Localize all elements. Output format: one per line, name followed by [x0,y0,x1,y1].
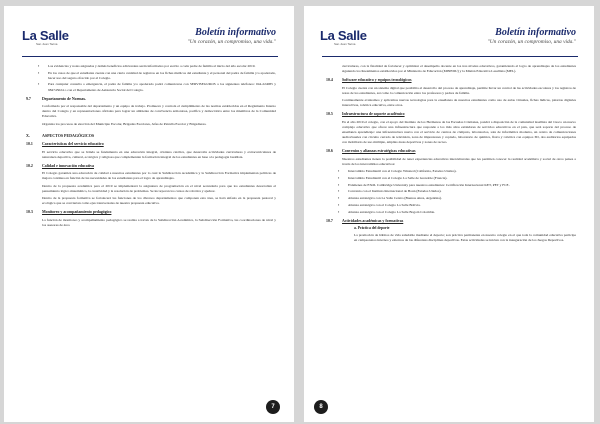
section-heading [26,210,276,215]
paragraph: Organiza los procesos de elección del Municipio Escolar, Brigadas Escolares, Jefes de Patrulla Escolar y Brigadieres. [42,121,207,126]
section-heading [26,97,276,102]
header-divider [322,56,578,57]
newsletter-title [488,27,576,45]
paragraph: Dentro de la propuesta académica para el 2019 se implementará la asignatura de programación en el nivel secundaria para que los estudiantes desarrollen el pensamiento lógico matemático, la creatividad y la resolución de problemas. Se incorporan los cursos de robótica y ajedrez. [42,183,276,193]
title-text: Boletín informativo [195,27,276,38]
left-page [4,6,294,422]
subsection-title: a. Práctica del deporte [354,226,576,231]
la-salle-logo [320,28,367,46]
paragraph: Dentro de la propuesta formativa se fortalecerá las funciones de los diversos departamentos que componen esta área, se hará énfasis en la propuesta pastoral y ecológica que se conviertan como ejes transversales de nuestra propuesta educativa. [42,196,276,206]
section-title: Software educativo y equipos tecnológicos [342,78,412,83]
section-title: Características del servicio educativo [42,141,104,146]
page-number: 8 [314,400,328,414]
logo-text: La Salle [22,28,69,43]
list-item: ▪ Las evidencias y notas asignadas y demás beneficios adicionales serán informados por escrito a cada padre de familia al inicio del año escolar 2019. [26,64,276,69]
section-number: 10.7 [326,218,333,223]
list-item: ▪ Alianza estratégica con el Colegio La Salle Bolivia. [326,203,576,208]
la-salle-logo [22,28,69,46]
section-heading [26,142,276,147]
chapter-heading [26,133,276,138]
paragraph: Conformado por el responsable del departamento y un equipo de trabajo. Promueve y controla el cumplimiento de las normas establecidas en el Reglamento Interno dentro del Colegio y en representaciones oficiales para lograr un ambiente de convivencia armoniosa, pacífica y democrática entre los miembros de la Comunidad Educativa. [42,104,276,119]
list-item: ▪ Convenio con el Instituto Internacional de Boun (Estados Unidos). [326,189,576,194]
paragraph: El servicio educativo que se brinda se fundamenta en una educación integral, cristiana católica, que desarrolla actividades curriculares y extracurriculares de naturaleza deportiva, cultural, ecológica y religiosa que complementan la formación integral de los estudiantes en base a la pedagogía lasallista. [42,149,276,159]
page-header [4,24,294,54]
left-page-body [26,64,276,230]
list-item: ▪ En los casos de que el estudiante cuente con una cierta cantidad de registros en los fichas médicos del estudiante y el personal del padre de familia y/o apoderado, hacer uso del seguro ofrecido por el Colegio. [26,71,276,81]
agreements-list [326,169,576,214]
section-number: 10.4 [326,78,333,83]
list-item: ▪ Exámenes de ESOL Cambridge University para nuestros estudiantes: Certificación Internacional KET, PET y FCE. [326,183,576,188]
paragraph: En el año 2019 el colegio, con el apoyo del Instituto de los Hermanos de las Escuelas Cristianas, pondrá a disposición de la comunidad lasallista del Cusco un nuevo complejo educativo que ofrece una infraestructura que responde a los más altos estándares de servicios educativos en el país, que será soporte del proceso de enseñanza aprendizaje: una infraestructura nueva con el servicio de centros de cómputo, laboratorios, sala de informática moderna, un centro de comunicaciones audiovisuales con circuito cerrado de televisión, zona de impresiones y copiado, laboratorio de química, física y robótica con equipos 3D, dos auditorios equipados con mobiliario de uso múltiple, amplias áreas deportivas y zonas de recreo. [342,119,576,145]
section-heading [326,149,576,154]
header-divider [22,56,278,57]
section-title: Convenios y alianzas estratégicas educativas [342,149,416,154]
paragraph: La promoción de hábitos de vida saludable mediante el deporte; son práctica permanente en nuestro colegio en el que toda la comunidad educativa participa en campeonatos internos y externos de las diferentes disciplinas deportivas. Estas actividades se inician con la inauguración de los Juegos Deportivos. [354,233,576,243]
section-number: 10.2 [26,163,33,168]
page-number: 7 [266,400,280,414]
chapter-title: ASPECTOS PEDAGÓGICOS [42,132,95,138]
right-page [304,6,594,422]
paragraph: El Colegio garantiza una educación de calidad a nuestros estudiantes por lo cual la Subdirección Académica y la Subdirección Formativa implementan políticas de mejora continua en función de las necesidades de los estudiantes para el logro de aprendizajes. [42,171,276,181]
title-text: Boletín informativo [495,27,576,38]
list-item: ▪ Alianza estratégica con el Colegio La Salle Bogotá Colombia. [326,210,576,215]
section-title: Calidad e innovación educativa [42,163,94,168]
section-heading [26,164,276,169]
section-number: 10.1 [26,141,33,146]
page-header [304,24,594,54]
logo-tagline: San Juan Tacna [36,42,58,46]
section-heading [326,219,576,224]
paragraph: Continuamente evaluamos y aplicamos nuevas tecnologías para la enseñanza de nuestros estudiantes como uso de aulas virtuales, fichas lúdicas, pizarras digitales interactivas, robótica educativa, entre otros. [342,98,576,108]
section-number: 9.7 [26,96,31,101]
list-item: ▪ Intercambio Estudiantil con el Colegio La Salle de Grenoble (Francia). [326,176,576,181]
logo-tagline: San Juan Tacna [334,42,356,46]
section-title: Departamento de Normas. [42,96,86,101]
section-heading [326,112,576,117]
newsletter-title [188,27,276,45]
chapter-number: X. [26,132,30,138]
right-page-body [326,64,576,246]
section-title: Infraestructura de soporte académico [342,112,405,117]
paragraph: La función de monitoreo y acompañamiento pedagógico se realiza a través de la Subdirección Académica, la Subdirección Formativa, las coordinaciones de nivel y los asesores de área [42,217,276,227]
subtitle-text: "Un corazón, un compromiso, una vida." [187,39,276,45]
logo-text: La Salle [320,28,367,43]
section-heading [326,78,576,83]
section-number: 10.3 [26,210,33,215]
section-title: Actividades académicas y formativas [342,218,404,223]
insurance-list [26,64,276,93]
subtitle-text: "Un corazón, un compromiso, una vida." [487,39,576,45]
list-item: ▪ Alianza estratégica con La Salle Centro (Buenos Aires, Argentina). [326,196,576,201]
section-number: 10.6 [326,149,333,154]
paragraph: El Colegio cuenta con un sistema digital que posibilita el desarrollo del proceso de aprendizaje, permite llevar un control de las actividades escolares y los registros de notas de los estudiantes, así como la comunicación entre los profesores y padres de familia. [342,85,576,95]
list-item: ▪ Para cualquier consulta o emergencia, el padre de familia y/o apoderado podrá comunicarse con SERVISEGUROS a los siguientes teléfonos: 044-224085 y 984745024 o con el Departamento de Asistencia Social del Colegio. [26,82,276,92]
section-number: 10.5 [326,112,333,117]
paragraph: curriculares, con la finalidad de fortalecer y optimizar el desempeño docente en los tres niveles educativos, garantizando el logro de aprendizajes de los estudiantes siguiendo los lineamientos establecidos por el Ministerio de Educación (MINEDU) y la Misión Educativa Lasallista (MEL). [342,64,576,74]
section-title: Monitoreo y acompañamiento pedagógico [42,210,112,215]
list-item: ▪ Intercambio Estudiantil con el Colegio Winsted (California, Estados Unidos). [326,169,576,174]
paragraph: Nuestros estudiantes tienen la posibilidad de tener experiencias educativas interculturales que les permiten conocer la realidad académica y social de otros países a través de los intercambios educativos: [342,157,576,167]
